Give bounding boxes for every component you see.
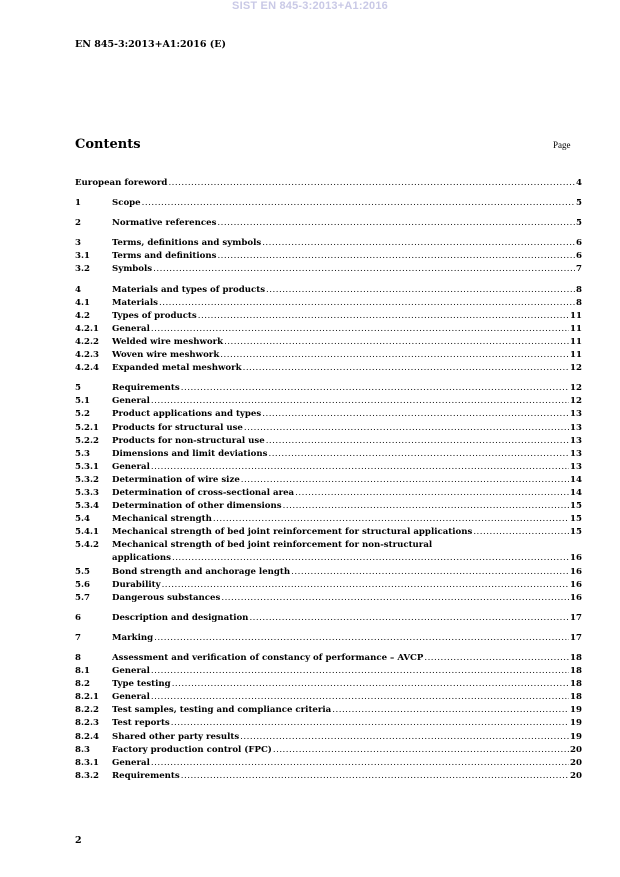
toc-entry-page: 17: [570, 612, 582, 623]
dot-leader: [172, 678, 569, 691]
toc-entry-page: 6: [576, 238, 582, 249]
toc-entry-number: 5.3.1: [75, 461, 99, 472]
dot-leader: [262, 408, 569, 421]
dot-leader: [151, 461, 569, 474]
toc-entry[interactable]: [75, 757, 582, 770]
toc-entry[interactable]: [75, 461, 582, 474]
toc-entry-title: Expanded metal meshwork: [112, 363, 242, 374]
toc-group: [75, 382, 582, 605]
toc-entry-number: 8.2.1: [75, 692, 99, 703]
toc-entry-page: 13: [570, 435, 582, 446]
toc-entry[interactable]: [75, 217, 582, 230]
toc-entry-title: Test reports: [112, 718, 170, 729]
toc-entry-page: 5: [576, 198, 582, 209]
toc-entry-number: 8: [75, 653, 81, 663]
toc-entry-page: 19: [570, 705, 582, 716]
toc-entry-page: 8: [576, 284, 582, 295]
toc-entry-title: Product applications and types: [112, 409, 262, 420]
toc-entry[interactable]: [75, 579, 582, 592]
toc-group: [75, 652, 582, 783]
toc-entry-number: 5.1: [75, 396, 90, 407]
toc-entry[interactable]: [75, 310, 582, 323]
toc-entry-title: Products for structural use: [112, 422, 243, 433]
toc-entry-page: 5: [576, 218, 582, 229]
toc-entry-page: 18: [570, 653, 582, 663]
toc-entry-number: 8.3: [75, 744, 90, 755]
toc-entry-number: 4.2.1: [75, 323, 99, 334]
dot-leader: [162, 579, 569, 592]
toc-group: [75, 237, 582, 276]
toc-entry-page: 11: [570, 350, 582, 361]
toc-entry-number: 1: [75, 198, 81, 209]
toc-entry[interactable]: [75, 513, 582, 526]
toc-entry-number: 5.2: [75, 409, 90, 420]
toc-entry-page: 7: [576, 264, 582, 275]
toc-entry-number: 5.2.1: [75, 422, 99, 433]
toc-entry-number: 4.2: [75, 310, 90, 321]
toc-entry[interactable]: [75, 526, 582, 539]
toc-entry[interactable]: [75, 448, 582, 461]
toc-entry-page: 16: [570, 592, 582, 603]
toc-entry-page: 18: [570, 666, 582, 677]
page-number: 2: [75, 835, 82, 846]
toc-entry[interactable]: [75, 349, 582, 362]
toc-entry-number: 8.2.2: [75, 705, 99, 716]
toc-entry[interactable]: [75, 704, 582, 717]
toc-entry-title: Mechanical strength of bed joint reinforcement for non-structural: [112, 540, 433, 551]
toc-entry-page: 14: [570, 487, 582, 498]
toc-entry[interactable]: [75, 177, 582, 190]
toc-entry-number: 5.3: [75, 448, 90, 459]
dot-leader: [151, 323, 569, 336]
toc-entry-title: European foreword: [75, 178, 168, 188]
toc-entry-number: 3.1: [75, 251, 90, 262]
toc-entry-page: 15: [570, 527, 582, 538]
toc-entry-title: Mechanical strength: [112, 514, 212, 525]
toc-entry[interactable]: [75, 197, 582, 210]
toc-entry-page: 13: [570, 448, 582, 459]
toc-entry[interactable]: [75, 652, 582, 665]
toc-group: [75, 632, 582, 645]
toc-entry-title: Factory production control (FPC): [112, 744, 272, 755]
toc-entry-number: 5.4.1: [75, 527, 99, 538]
toc-entry[interactable]: [75, 297, 582, 310]
dot-leader: [213, 513, 569, 526]
toc-group: [75, 177, 582, 190]
toc-entry-page: 11: [570, 310, 582, 321]
toc-entry-title: Normative references: [112, 218, 217, 229]
toc-entry-title: General: [112, 323, 150, 334]
toc-entry[interactable]: [75, 435, 582, 448]
dot-leader: [181, 382, 569, 395]
toc-entry[interactable]: [75, 362, 582, 375]
toc-entry-page: 19: [570, 731, 582, 742]
toc-entry-number: 8.3.1: [75, 757, 99, 768]
toc-entry-number: 8.3.2: [75, 770, 99, 781]
toc-entry-title: Materials: [112, 297, 158, 308]
toc-entry-number: 5: [75, 383, 81, 394]
toc-entry-title: Determination of cross-sectional area: [112, 487, 295, 498]
toc-entry-title: Determination of other dimensions: [112, 501, 282, 512]
toc-entry[interactable]: [75, 422, 582, 435]
toc-entry-page: 19: [570, 718, 582, 729]
toc-entry-page: 13: [570, 422, 582, 433]
toc-entry[interactable]: [75, 408, 582, 421]
dot-leader: [283, 500, 569, 513]
toc-entry[interactable]: [75, 612, 582, 625]
table-of-contents: [75, 177, 582, 790]
toc-entry-number: 4.2.2: [75, 336, 99, 347]
toc-entry[interactable]: [75, 731, 582, 744]
dot-leader: [332, 704, 569, 717]
toc-group: [75, 217, 582, 230]
dot-leader: [181, 770, 569, 783]
dot-leader: [291, 566, 569, 579]
toc-entry[interactable]: [75, 539, 582, 552]
dot-leader: [241, 474, 569, 487]
dot-leader: [220, 349, 569, 362]
toc-entry[interactable]: [75, 382, 582, 395]
dot-leader: [240, 731, 569, 744]
toc-group: [75, 284, 582, 376]
toc-entry-page: 16: [570, 553, 582, 564]
toc-entry[interactable]: [75, 284, 582, 297]
document-header: EN 845-3:2013+A1:2016 (E): [75, 39, 226, 50]
toc-group: [75, 197, 582, 210]
toc-entry-page: 20: [570, 757, 582, 768]
dot-leader: [198, 310, 569, 323]
toc-entry-title: Woven wire meshwork: [112, 350, 220, 361]
toc-entry-title: Requirements: [112, 383, 180, 394]
toc-entry-page: 13: [570, 409, 582, 420]
dot-leader: [153, 263, 575, 276]
page-column-label: Page: [553, 140, 571, 150]
toc-entry-page: 16: [570, 579, 582, 590]
toc-entry-page: 12: [570, 383, 582, 394]
toc-entry[interactable]: [75, 678, 582, 691]
toc-entry-title: General: [112, 757, 150, 768]
toc-entry[interactable]: [75, 592, 582, 605]
toc-entry-number: 4: [75, 284, 81, 295]
toc-entry-number: 3.2: [75, 264, 90, 275]
toc-entry-page: 18: [570, 692, 582, 703]
toc-entry-title: General: [112, 692, 150, 703]
dot-leader: [217, 217, 575, 230]
toc-entry-title: Durability: [112, 579, 161, 590]
toc-entry-title: Terms and definitions: [112, 251, 217, 262]
toc-entry-number: 4.2.3: [75, 350, 99, 361]
toc-entry[interactable]: [75, 474, 582, 487]
toc-entry-page: 18: [570, 679, 582, 690]
dot-leader: [221, 592, 569, 605]
dot-leader: [224, 336, 569, 349]
toc-entry-title: Assessment and verification of constancy of performance – AVCP: [112, 653, 424, 663]
dot-leader: [142, 197, 575, 210]
dot-leader: [159, 297, 575, 310]
toc-entry-number: 5.2.2: [75, 435, 99, 446]
toc-entry-title: Description and designation: [112, 612, 249, 623]
toc-entry-title: Scope: [112, 198, 141, 209]
toc-entry-title: Terms, definitions and symbols: [112, 238, 262, 249]
toc-entry[interactable]: [75, 770, 582, 783]
dot-leader: [168, 177, 575, 190]
toc-entry-page: 4: [576, 178, 582, 188]
toc-entry-page: 8: [576, 297, 582, 308]
dot-leader: [243, 362, 569, 375]
toc-entry-number: 8.2.3: [75, 718, 99, 729]
toc-entry-title: Types of products: [112, 310, 197, 321]
toc-entry-number: 2: [75, 218, 81, 229]
toc-entry-page: 17: [570, 632, 582, 643]
toc-entry-title: Dangerous substances: [112, 592, 221, 603]
dot-leader: [172, 552, 569, 565]
dot-leader: [249, 612, 569, 625]
toc-entry-title: Determination of wire size: [112, 474, 240, 485]
toc-entry[interactable]: [75, 566, 582, 579]
toc-entry-title: Symbols: [112, 264, 153, 275]
toc-entry-title: Dimensions and limit deviations: [112, 448, 268, 459]
dot-leader: [171, 717, 569, 730]
dot-leader: [424, 652, 569, 665]
toc-entry-number: 8.1: [75, 666, 90, 677]
toc-entry-number: 8.2.4: [75, 731, 99, 742]
toc-entry[interactable]: [75, 632, 582, 645]
toc-entry-number: 4.2.4: [75, 363, 99, 374]
toc-entry-page: 14: [570, 474, 582, 485]
dot-leader: [273, 744, 569, 757]
toc-entry-title: General: [112, 666, 150, 677]
toc-entry-number: 5.3.2: [75, 474, 99, 485]
toc-group: [75, 612, 582, 625]
watermark: SIST EN 845-3:2013+A1:2016: [232, 0, 388, 12]
toc-entry[interactable]: [75, 665, 582, 678]
dot-leader: [217, 250, 575, 263]
dot-leader: [244, 422, 569, 435]
toc-entry[interactable]: [75, 323, 582, 336]
toc-entry-page: 11: [570, 336, 582, 347]
toc-entry-title: General: [112, 396, 150, 407]
toc-entry-page: 6: [576, 251, 582, 262]
toc-entry-number: 5.4: [75, 514, 90, 525]
toc-entry[interactable]: [75, 250, 582, 263]
dot-leader: [151, 691, 569, 704]
toc-entry-title: Test samples, testing and compliance criteria: [112, 705, 332, 716]
toc-entry-page: 13: [570, 461, 582, 472]
dot-leader: [266, 435, 569, 448]
toc-entry-title: Type testing: [112, 679, 171, 690]
toc-entry-title: Shared other party results: [112, 731, 240, 742]
toc-entry-title-continued: applications: [112, 553, 171, 564]
dot-leader: [151, 757, 569, 770]
toc-entry[interactable]: [75, 717, 582, 730]
toc-entry-number: 5.3.3: [75, 487, 99, 498]
toc-entry-title: Materials and types of products: [112, 284, 266, 295]
toc-entry-title: Requirements: [112, 770, 180, 781]
toc-entry-page: 16: [570, 566, 582, 577]
dot-leader: [151, 665, 569, 678]
toc-entry-number: 7: [75, 632, 81, 643]
toc-entry-number: 8.2: [75, 679, 90, 690]
dot-leader: [295, 487, 569, 500]
toc-entry-title: Bond strength and anchorage length: [112, 566, 291, 577]
toc-entry[interactable]: [75, 336, 582, 349]
toc-entry-number: 6: [75, 612, 81, 623]
toc-entry-number: 5.7: [75, 592, 90, 603]
toc-entry-title: General: [112, 461, 150, 472]
toc-entry-number: 5.4.2: [75, 540, 99, 551]
toc-entry-number: 3: [75, 238, 81, 249]
dot-leader: [262, 237, 575, 250]
toc-entry[interactable]: [75, 500, 582, 513]
toc-entry-title: Products for non-structural use: [112, 435, 265, 446]
toc-entry[interactable]: [75, 744, 582, 757]
dot-leader: [151, 395, 569, 408]
toc-entry-title: Welded wire meshwork: [112, 336, 224, 347]
toc-entry[interactable]: [75, 487, 582, 500]
toc-entry-title: Mechanical strength of bed joint reinforcement for structural applications: [112, 527, 473, 538]
toc-entry[interactable]: [75, 691, 582, 704]
dot-leader: [154, 632, 569, 645]
toc-entry-page: 12: [570, 396, 582, 407]
toc-entry-page: 12: [570, 363, 582, 374]
toc-entry-number: 4.1: [75, 297, 90, 308]
toc-entry-continuation[interactable]: [75, 552, 582, 565]
toc-entry-page: 20: [570, 744, 582, 755]
dot-leader: [268, 448, 569, 461]
toc-entry[interactable]: [75, 263, 582, 276]
toc-entry-page: 11: [570, 323, 582, 334]
toc-entry-page: 15: [570, 501, 582, 512]
contents-title: Contents: [75, 137, 141, 152]
toc-entry-page: 15: [570, 514, 582, 525]
toc-entry[interactable]: [75, 395, 582, 408]
toc-entry-page: 20: [570, 770, 582, 781]
toc-entry-number: 5.6: [75, 579, 90, 590]
dot-leader: [473, 526, 569, 539]
toc-entry-number: 5.5: [75, 566, 90, 577]
toc-entry[interactable]: [75, 237, 582, 250]
toc-entry-title: Marking: [112, 632, 154, 643]
toc-entry-number: 5.3.4: [75, 501, 99, 512]
dot-leader: [266, 284, 575, 297]
